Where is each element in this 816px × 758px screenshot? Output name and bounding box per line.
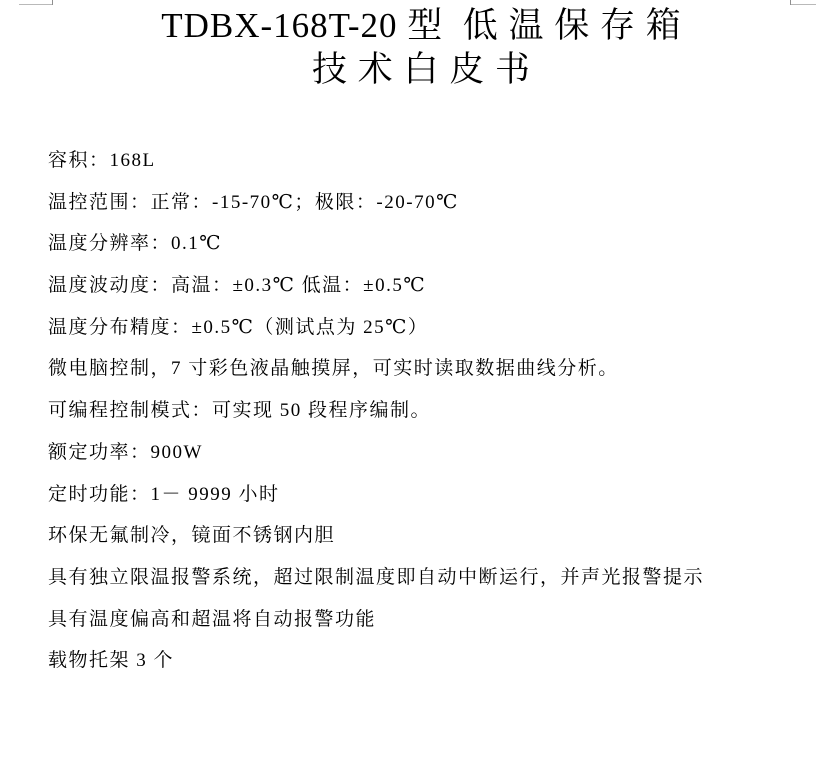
spec-line-temp-resolution: 温度分辨率：0.1℃	[48, 233, 223, 255]
spec-list	[48, 140, 792, 682]
doc-title-line-2: 技 术 白 皮 书	[311, 50, 531, 89]
spec-line-over-temp-alarm: 具有温度偏高和超温将自动报警功能	[48, 608, 377, 630]
spec-line-temp-uniformity: 温度分布精度：±0.5℃（测试点为 25℃）	[48, 316, 429, 338]
spec-line-capacity: 容积：168L	[48, 150, 156, 171]
spec-line-rated-power: 额定功率：900W	[48, 441, 203, 463]
spec-line-refrigeration: 环保无氟制冷，镜面不锈钢内胆	[48, 525, 336, 547]
doc-title-line-1: TDBX-168T-20 型 低 温 保 存 箱	[161, 6, 682, 45]
spec-line-temp-fluctuation: 温度波动度：高温：±0.3℃ 低温：±0.5℃	[48, 275, 427, 297]
crop-mark-top-left-horizontal	[19, 4, 53, 5]
crop-mark-top-right-horizontal	[791, 4, 816, 5]
spec-line-program-mode: 可编程控制模式：可实现 50 段程序编制。	[48, 400, 432, 422]
spec-line-timer: 定时功能：1－ 9999 小时	[48, 483, 280, 505]
spec-line-temp-range: 温控范围：正常：-15-70℃；极限：-20-70℃	[48, 191, 459, 213]
doc-title	[52, 4, 791, 92]
spec-line-shelves: 载物托架 3 个	[48, 650, 175, 672]
spec-line-limit-alarm: 具有独立限温报警系统，超过限制温度即自动中断运行，并声光报警提示	[48, 566, 705, 588]
spec-line-controller: 微电脑控制，7 寸彩色液晶触摸屏，可实时读取数据曲线分析。	[48, 358, 619, 380]
